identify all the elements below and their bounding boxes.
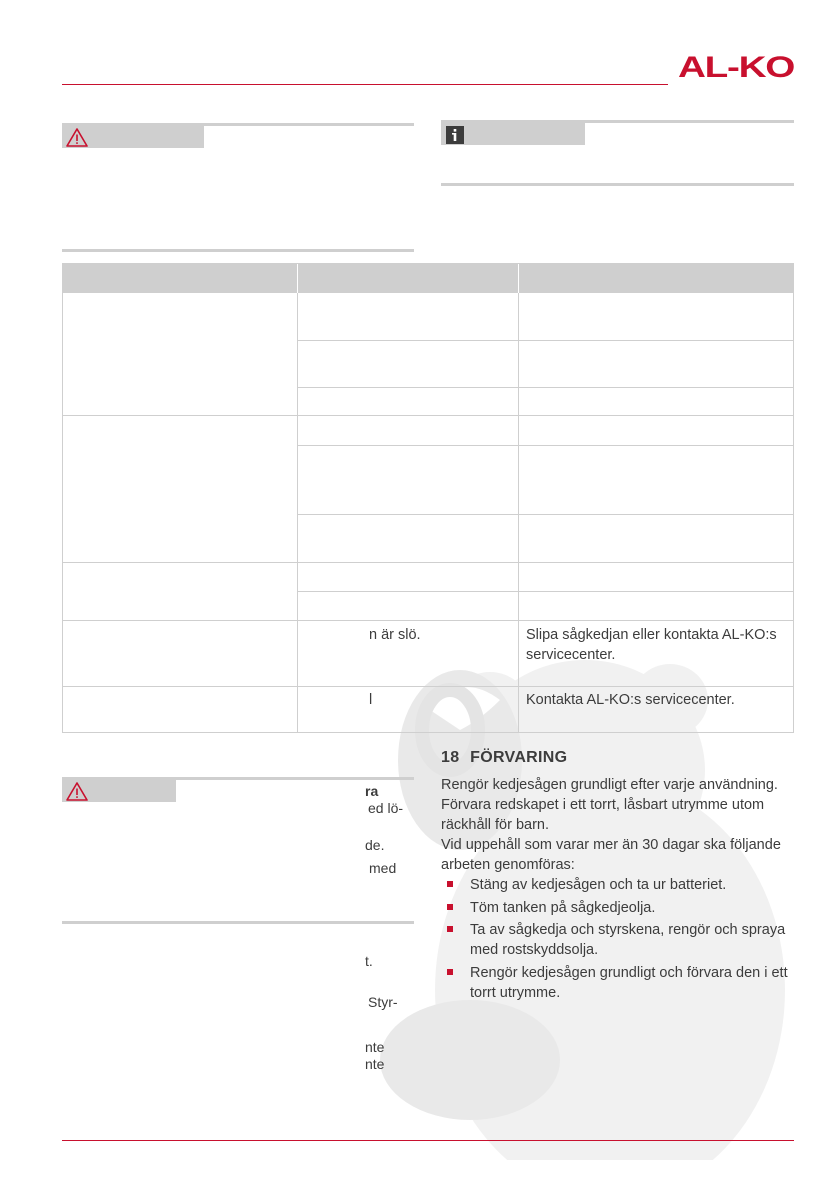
footer-rule: [62, 1140, 794, 1141]
svg-text:AL-KO: AL-KO: [678, 52, 795, 80]
brand-logo: [678, 52, 796, 80]
warning2-bottom-rule: [62, 921, 414, 924]
header-rule: [62, 84, 668, 85]
warning-bottom-rule: [62, 249, 414, 252]
info-bottom-rule: [441, 183, 794, 186]
table-row-remedy: Kontakta AL-KO:s servicecenter.: [526, 692, 735, 708]
warning-triangle-icon: [66, 782, 88, 801]
warning2-text-fragment: de.: [365, 837, 385, 853]
storage-paragraph-2: Vid uppehåll som varar mer än 30 dagar ska följande arbeten genomföras:: [441, 837, 781, 873]
section-title: FÖRVARING: [470, 749, 568, 766]
troubleshooting-table: [62, 263, 794, 733]
storage-bullet: Stäng av kedjesågen och ta ur batteriet.: [470, 877, 727, 893]
info-icon: [446, 126, 464, 144]
table-row-remedy: Slipa sågkedjan eller kontakta AL-KO:s servicecenter.: [526, 627, 777, 663]
table-row-line: [63, 620, 793, 621]
table-row-cause: n är slö.: [369, 627, 421, 643]
table-row-line: [63, 562, 793, 563]
storage-bullet: Töm tanken på sågkedjeolja.: [470, 900, 656, 916]
table-col-divider: [518, 264, 519, 732]
bullet-marker: [447, 969, 453, 975]
table-row-cause: l: [369, 692, 373, 708]
table-row-line: [63, 415, 793, 416]
warning2-text-fragment: ed lö-: [368, 800, 404, 816]
bullet-marker: [447, 926, 453, 932]
warning-triangle-icon: [66, 128, 88, 147]
storage-paragraph-1: Rengör kedjesågen grundligt efter varje användning. Förvara redskapet i ett torrt, låsbart utrymme utom räckhåll för barn.: [441, 777, 778, 833]
table-header: [63, 264, 793, 293]
bullet-marker: [447, 904, 453, 910]
left-text-fragment: Styr-: [368, 994, 398, 1010]
section-heading: [441, 749, 567, 767]
bullet-marker: [447, 881, 453, 887]
warning2-text-fragment: med: [369, 860, 397, 876]
left-text-fragment: nte: [365, 1056, 385, 1072]
left-text-fragment: t.: [365, 953, 373, 969]
section-number: 18: [441, 749, 460, 766]
storage-bullet: Ta av sågkedja och styrskena, rengör och spraya med rostskyddsolja.: [470, 922, 786, 958]
warning2-text-fragment: ra: [365, 783, 379, 799]
table-row-line: [63, 686, 793, 687]
left-text-fragment: nte: [365, 1039, 385, 1055]
table-col-divider: [297, 264, 298, 732]
storage-bullet: Rengör kedjesågen grundligt och förvara den i ett torrt utrymme.: [470, 965, 788, 1001]
